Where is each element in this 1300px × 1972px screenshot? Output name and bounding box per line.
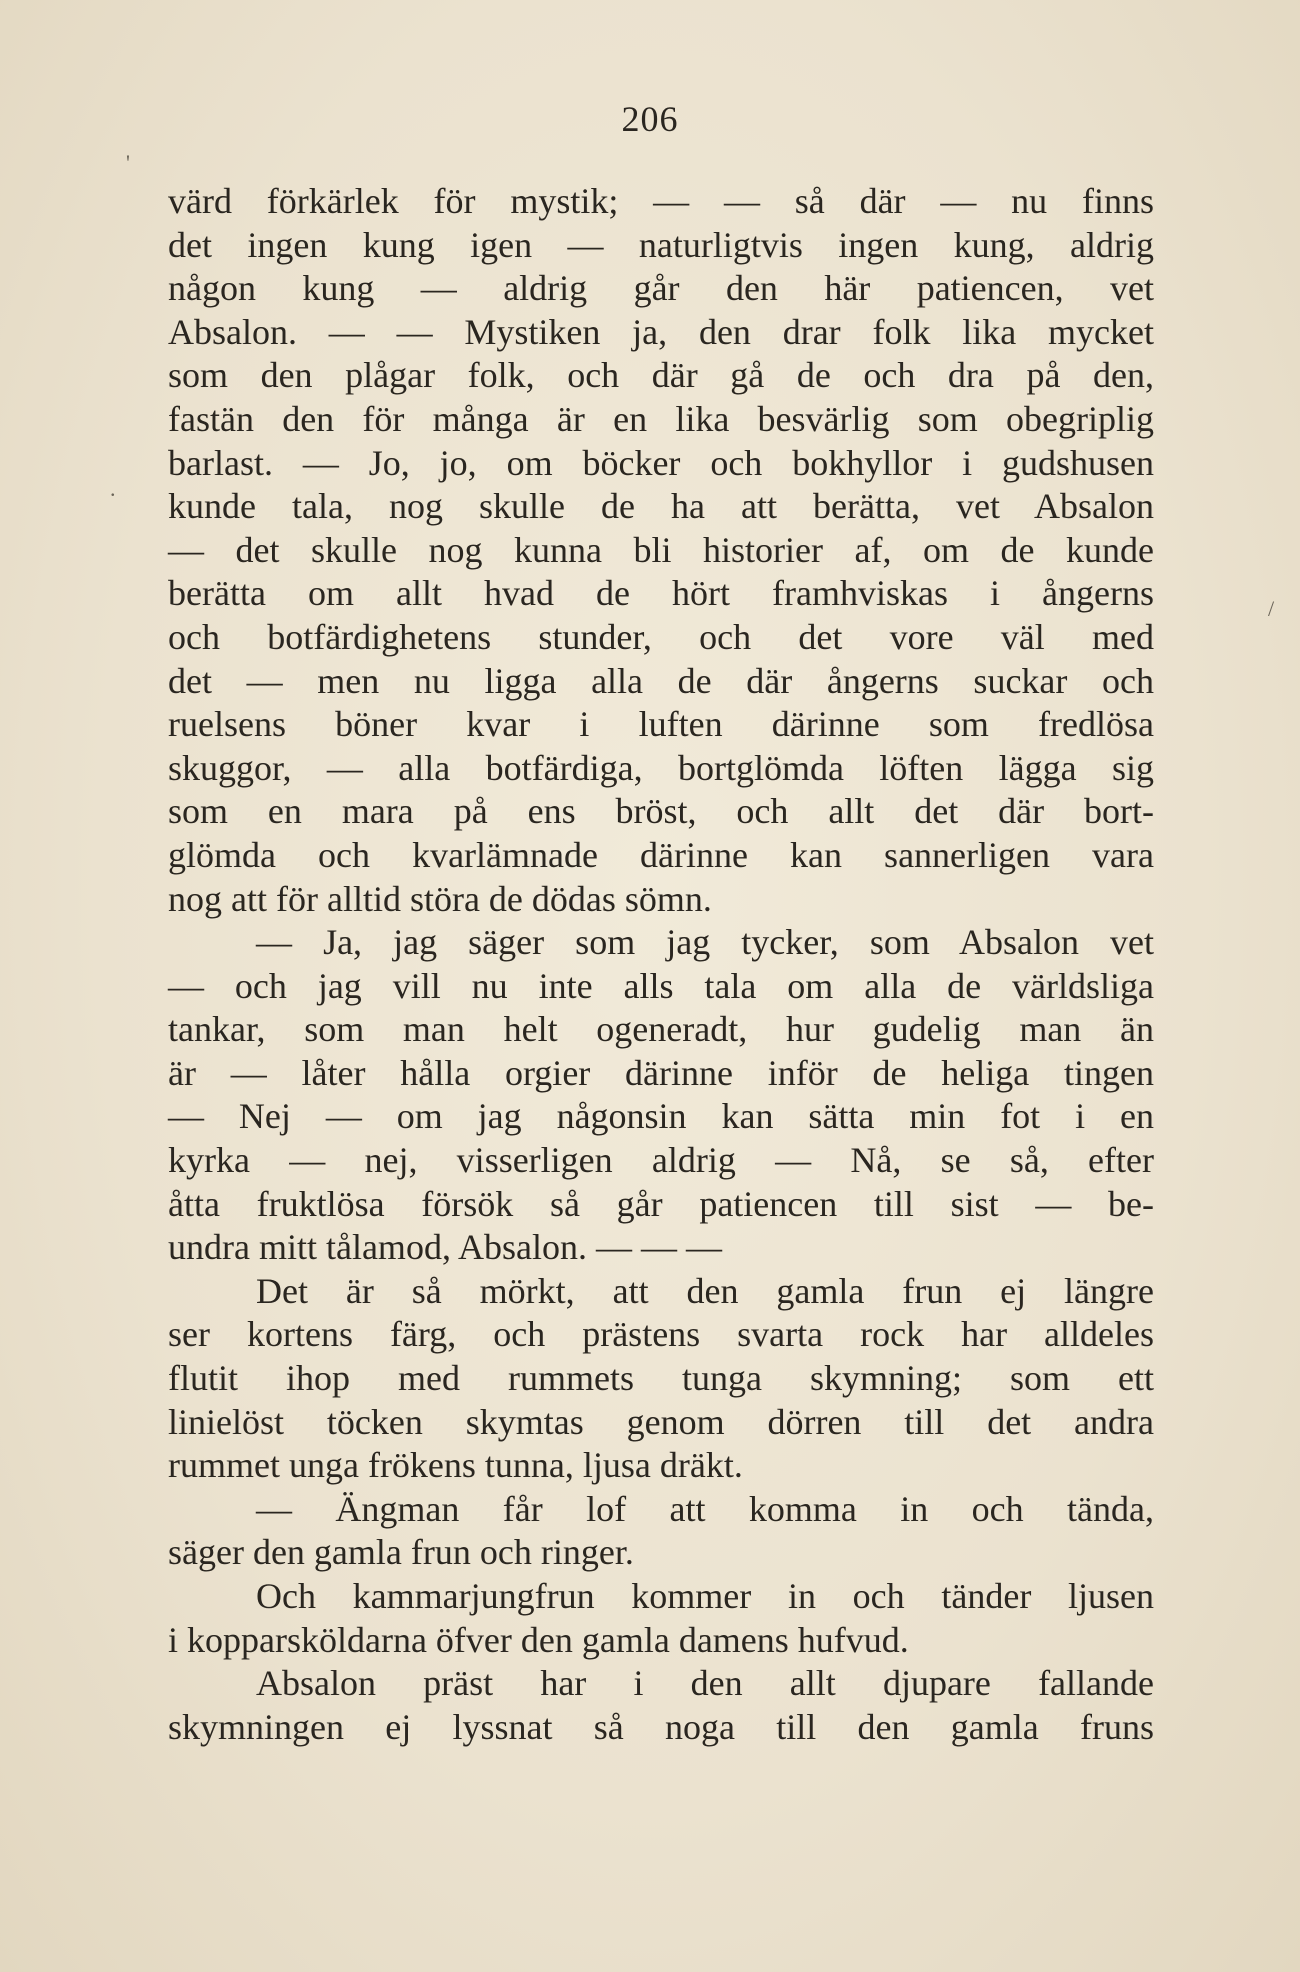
text-line: det — men nu ligga alla de där ångerns suckar och (168, 660, 1154, 701)
page-body-text (168, 180, 1154, 1749)
text-line: och botfärdighetens stunder, och det vore väl med (168, 616, 1154, 657)
text-line: — Ängman får lof att komma in och tända, (256, 1488, 1154, 1529)
text-line: tankar, som man helt ogeneradt, hur gudelig man än (168, 1009, 1154, 1050)
text-line: i kopparsköldarna öfver den gamla damens hufvud. (168, 1619, 909, 1660)
text-line: åtta fruktlösa försök så går patiencen till sist — be- (168, 1183, 1154, 1224)
margin-speck: . (110, 476, 116, 501)
text-line: säger den gamla frun och ringer. (168, 1532, 634, 1573)
text-line: undra mitt tålamod, Absalon. — — — (168, 1227, 722, 1268)
text-line: kyrka — nej, visserligen aldrig — Nå, se så, efter (168, 1140, 1154, 1181)
text-line: rummet unga frökens tunna, ljusa dräkt. (168, 1445, 743, 1486)
text-line: värd förkärlek för mystik; — — så där — nu finns (168, 181, 1154, 221)
text-line: skymningen ej lyssnat så noga till den gamla fruns (168, 1706, 1154, 1747)
text-line: ser kortens färg, och prästens svarta rock har alldeles (168, 1314, 1154, 1355)
text-line: någon kung — aldrig går den här patiencen, vet (168, 268, 1154, 309)
text-line: fastän den för många är en lika besvärlig som obegriplig (168, 398, 1154, 439)
text-line: som den plågar folk, och där gå de och dra på den, (168, 355, 1154, 396)
text-line: barlast. — Jo, jo, om böcker och bokhyllor i gudshusen (168, 442, 1154, 483)
text-line: det ingen kung igen — naturligtvis ingen kung, aldrig (168, 224, 1154, 265)
text-line: kunde tala, nog skulle de ha att berätta, vet Absalon (168, 486, 1154, 527)
text-line: berätta om allt hvad de hört framhviskas i ångerns (168, 573, 1154, 614)
page-number: 206 (621, 99, 679, 139)
margin-speck: ' (126, 150, 130, 175)
text-line: nog att för alltid störa de dödas sömn. (168, 878, 712, 919)
text-line: flutit ihop med rummets tunga skymning; som ett (168, 1358, 1154, 1399)
margin-speck: / (1268, 596, 1275, 621)
text-line: Absalon. — — Mystiken ja, den drar folk lika mycket (168, 311, 1154, 352)
text-line: — och jag vill nu inte alls tala om alla de världsliga (168, 965, 1154, 1006)
text-line: är — låter hålla orgier därinne inför de heliga tingen (168, 1052, 1154, 1093)
text-line: glömda och kvarlämnade därinne kan sannerligen vara (168, 834, 1154, 875)
text-line: — Nej — om jag någonsin kan sätta min fot i en (168, 1096, 1154, 1137)
text-line: Det är så mörkt, att den gamla frun ej längre (256, 1270, 1154, 1311)
text-line: — Ja, jag säger som jag tycker, som Absalon vet (256, 922, 1154, 963)
text-line: som en mara på ens bröst, och allt det där bort- (168, 791, 1154, 832)
text-line: linielöst töcken skymtas genom dörren till det andra (168, 1401, 1154, 1442)
text-line: ruelsens böner kvar i luften därinne som fredlösa (168, 704, 1154, 745)
text-line: — det skulle nog kunna bli historier af, om de kunde (168, 529, 1154, 570)
text-line: Absalon präst har i den allt djupare fallande (256, 1663, 1154, 1704)
text-line: skuggor, — alla botfärdiga, bortglömda löften lägga sig (168, 747, 1154, 788)
text-line: Och kammarjungfrun kommer in och tänder ljusen (256, 1576, 1154, 1616)
